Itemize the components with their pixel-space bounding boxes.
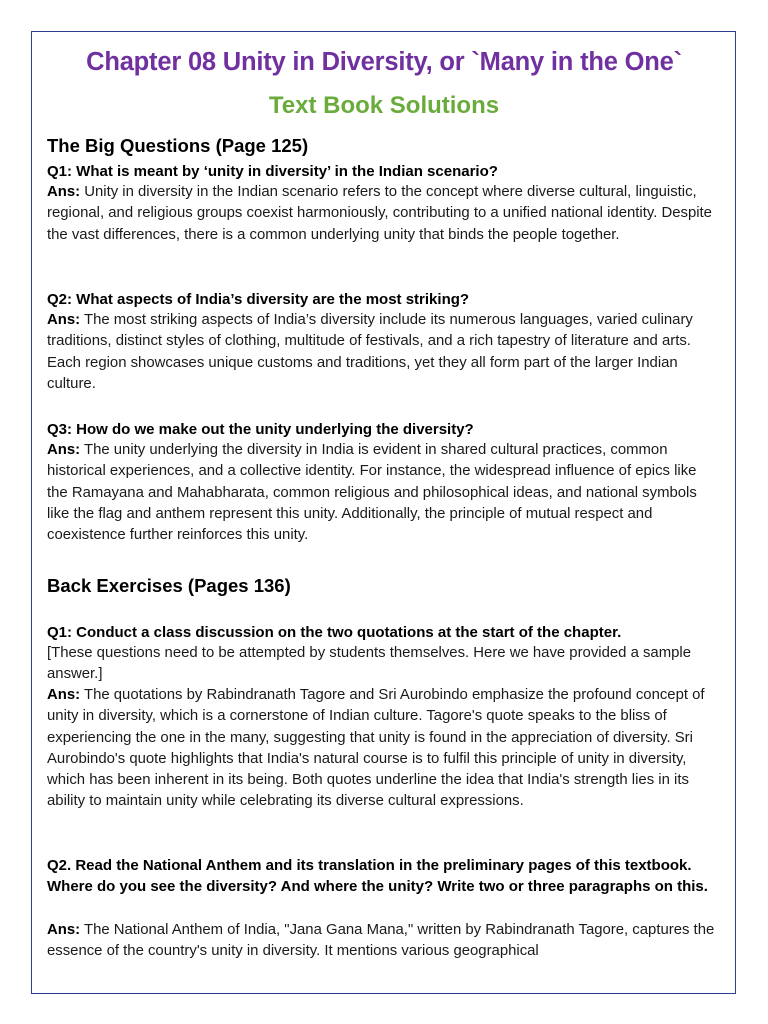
question-big-q3: Q3: How do we make out the unity underlying the diversity? <box>47 421 474 438</box>
answer-text: The unity underlying the diversity in India is evident in shared cultural practices, common historical experiences, and a collective identity. For instance, the widespread influence of epics like the Ramayana and Mahabharata, common religious and philosophical ideas, and national symbols like the flag and anthem represent this unity. Additionally, the principle of mutual respect and coexistence further reinforces this unity. <box>47 442 697 544</box>
answer-big-q3 <box>47 440 717 546</box>
answer-back-q2 <box>47 920 717 963</box>
question-big-q2: Q2: What aspects of India’s diversity are the most striking? <box>47 291 470 308</box>
answer-label: Ans: <box>47 442 81 458</box>
question-back-q1: Q1: Conduct a class discussion on the two quotations at the start of the chapter. <box>47 624 622 641</box>
question-back-q2: Q2. Read the National Anthem and its translation in the preliminary pages of this textbook. Where do you see the diversity? And where the unity? Write two or three paragraphs on this. <box>47 857 708 896</box>
section-heading-back-exercises: Back Exercises (Pages 136) <box>47 575 291 596</box>
answer-text: Unity in diversity in the Indian scenario refers to the concept where diverse cultural, linguistic, regional, and religious groups coexist harmoniously, contributing to a unified national identity. Despite the vast differences, there is a common underlying unity that binds the people together. <box>47 184 712 243</box>
question-back-q1-note: [These questions need to be attempted by students themselves. Here we have provided a sample answer.] <box>47 645 691 683</box>
answer-label: Ans: <box>47 922 81 938</box>
answer-text: The most striking aspects of India’s diversity include its numerous languages, varied culinary traditions, distinct styles of clothing, multitude of festivals, and a rich tapestry of literature and arts. Each region showcases unique customs and traditions, yet they all form part of the larger Indian culture. <box>47 312 693 392</box>
chapter-subtitle: Text Book Solutions <box>268 92 500 119</box>
answer-big-q2 <box>47 310 717 395</box>
question-big-q1: Q1: What is meant by ‘unity in diversity’ in the Indian scenario? <box>47 163 498 180</box>
answer-label: Ans: <box>47 687 81 703</box>
chapter-title: Chapter 08 Unity in Diversity, or `Many in the One` <box>86 48 682 76</box>
answer-text: The quotations by Rabindranath Tagore and Sri Aurobindo emphasize the profound concept of unity in diversity, which is a cornerstone of Indian culture. Tagore's quote speaks to the bliss of experiencing the one in the many, suggesting that unity is found in the appreciation of diversity. Sri Aurobindo's quote highlights that India's natural course is to fulfil this principle of unity in diversity, which has been inherent in its being. Both quotes underline the idea that India's strength lies in its ability to maintain unity while celebrating its diverse cultural expressions. <box>47 687 705 810</box>
section-heading-big-questions: The Big Questions (Page 125) <box>47 135 309 156</box>
answer-label: Ans: <box>47 312 81 328</box>
answer-text: The National Anthem of India, "Jana Gana Mana," written by Rabindranath Tagore, captures the essence of the country's unity in diversity. It mentions various geographical <box>47 922 715 960</box>
answer-label: Ans: <box>47 184 81 200</box>
answer-big-q1 <box>47 182 717 246</box>
answer-back-q1 <box>47 685 717 813</box>
